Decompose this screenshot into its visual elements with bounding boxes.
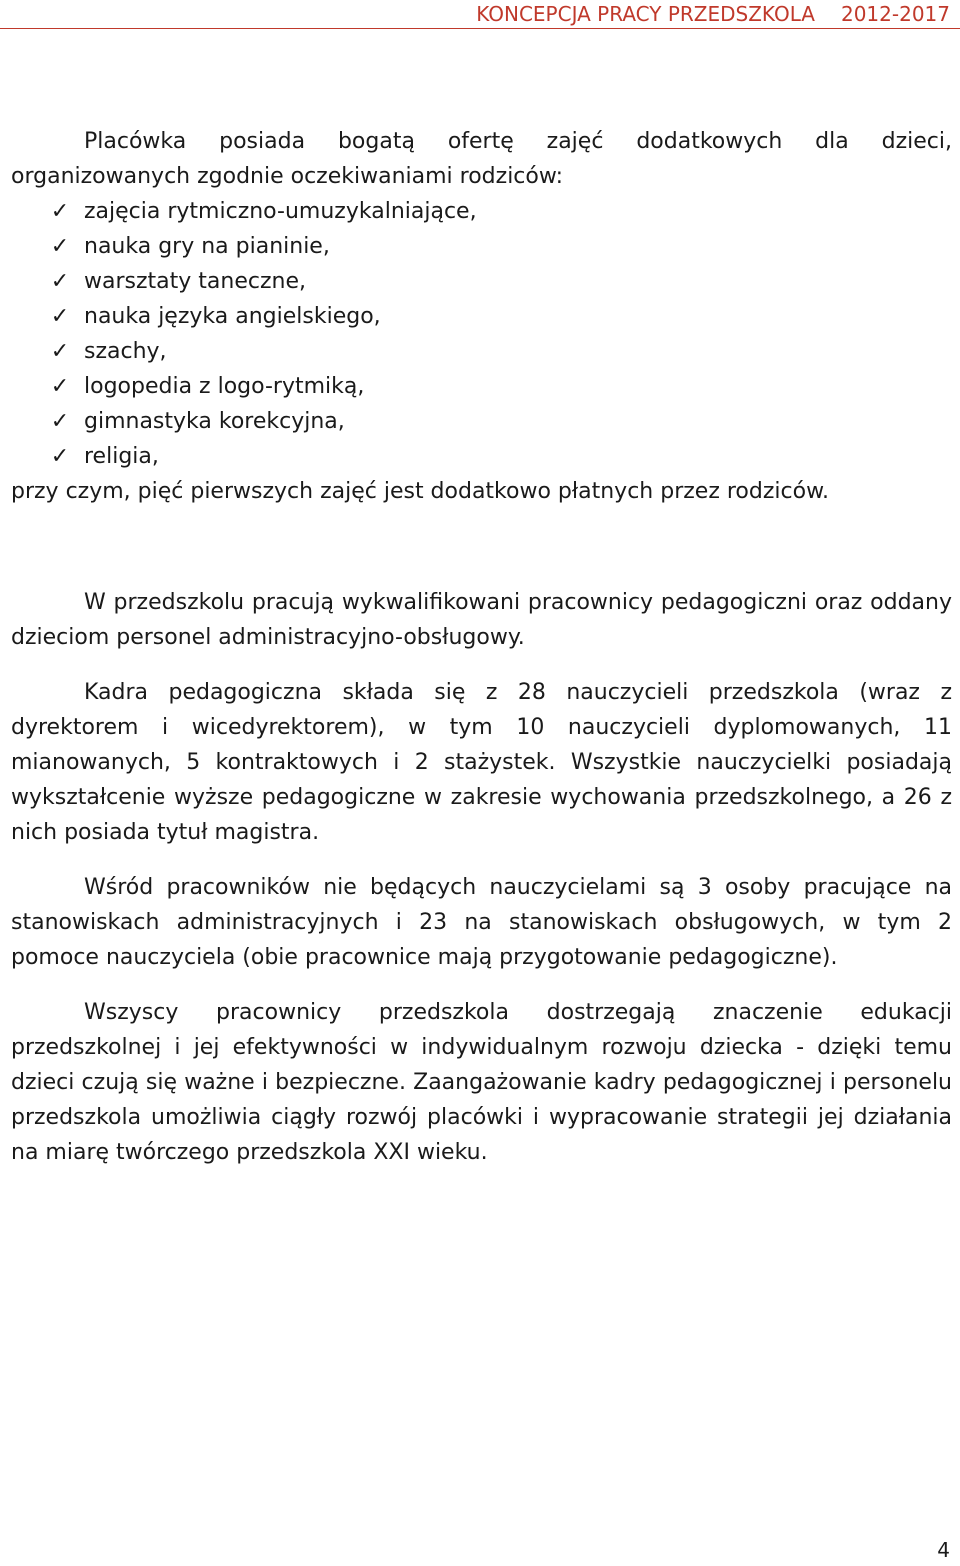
closing-paragraph: Wszyscy pracownicy przedszkola dostrzegają znaczenie edukacji przedszkolnej i jej efektywności w indywidualnym rozwoju dziecka - dzięki temu dzieci czują się ważne i bezpieczne. Zaangażowanie kadry pedagogicznej i personelu przedszkola umożliwia ciągły rozwój placówki i wypracowanie strategii jej działania na miarę twórczego przedszkola XXI wieku. xyxy=(11,1000,952,1165)
header-divider xyxy=(0,28,960,29)
activities-list xyxy=(11,194,952,474)
list-item xyxy=(11,334,952,369)
header-years: 2012-2017 xyxy=(840,2,950,26)
check-icon: ✓ xyxy=(50,234,70,259)
staff-paragraph: W przedszkolu pracują wykwalifikowani pracownicy pedagogiczni oraz oddany dzieciom personel administracyjno-obsługowy. xyxy=(11,590,952,650)
list-item-label: zajęcia rytmiczno-umuzykalniające, xyxy=(84,199,477,224)
list-item-label: religia, xyxy=(84,444,159,469)
paragraph-spacer xyxy=(11,850,952,870)
check-icon: ✓ xyxy=(50,199,70,224)
page-number: 4 xyxy=(937,1538,950,1562)
list-item xyxy=(11,194,952,229)
list-item-label: logopedia z logo-rytmiką, xyxy=(84,374,365,399)
list-item xyxy=(11,404,952,439)
intro-paragraph: Placówka posiada bogatą ofertę zajęć dodatkowych dla dzieci, organizowanych zgodnie oczekiwaniami rodziców: xyxy=(11,129,952,189)
list-item-label: nauka języka angielskiego, xyxy=(84,304,381,329)
check-icon: ✓ xyxy=(50,409,70,434)
document-body xyxy=(11,124,952,1170)
paragraph-spacer xyxy=(11,655,952,675)
list-item xyxy=(11,299,952,334)
list-item xyxy=(11,369,952,404)
check-icon: ✓ xyxy=(50,444,70,469)
check-icon: ✓ xyxy=(50,304,70,329)
page-header xyxy=(0,0,960,30)
support-staff-paragraph: Wśród pracowników nie będących nauczycielami są 3 osoby pracujące na stanowiskach administracyjnych i 23 na stanowiskach obsługowych, w tym 2 pomoce nauczyciela (obie pracownice mają przygotowanie pedagogiczne). xyxy=(11,875,952,970)
activities-note: przy czym, pięć pierwszych zajęć jest dodatkowo płatnych przez rodziców. xyxy=(11,479,830,504)
list-item-label: nauka gry na pianinie, xyxy=(84,234,330,259)
check-icon: ✓ xyxy=(50,374,70,399)
list-item-label: warsztaty taneczne, xyxy=(84,269,306,294)
check-icon: ✓ xyxy=(50,339,70,364)
list-item-label: gimnastyka korekcyjna, xyxy=(84,409,345,434)
header-document-title: KONCEPCJA PRACY PRZEDSZKOLA xyxy=(476,2,815,26)
paragraph-spacer xyxy=(11,975,952,995)
section-spacer xyxy=(11,509,952,585)
list-item xyxy=(11,439,952,474)
teachers-paragraph: Kadra pedagogiczna składa się z 28 nauczycieli przedszkola (wraz z dyrektorem i wicedyrektorem), w tym 10 nauczycieli dyplomowanych, 11 mianowanych, 5 kontraktowych i 2 stażystek. Wszystkie nauczycielki posiadają wykształcenie wyższe pedagogiczne w zakresie wychowania przedszkolnego, a 26 z nich posiada tytuł magistra. xyxy=(11,680,952,845)
list-item xyxy=(11,229,952,264)
list-item xyxy=(11,264,952,299)
header-title xyxy=(476,2,950,26)
check-icon: ✓ xyxy=(50,269,70,294)
list-item-label: szachy, xyxy=(84,339,167,364)
